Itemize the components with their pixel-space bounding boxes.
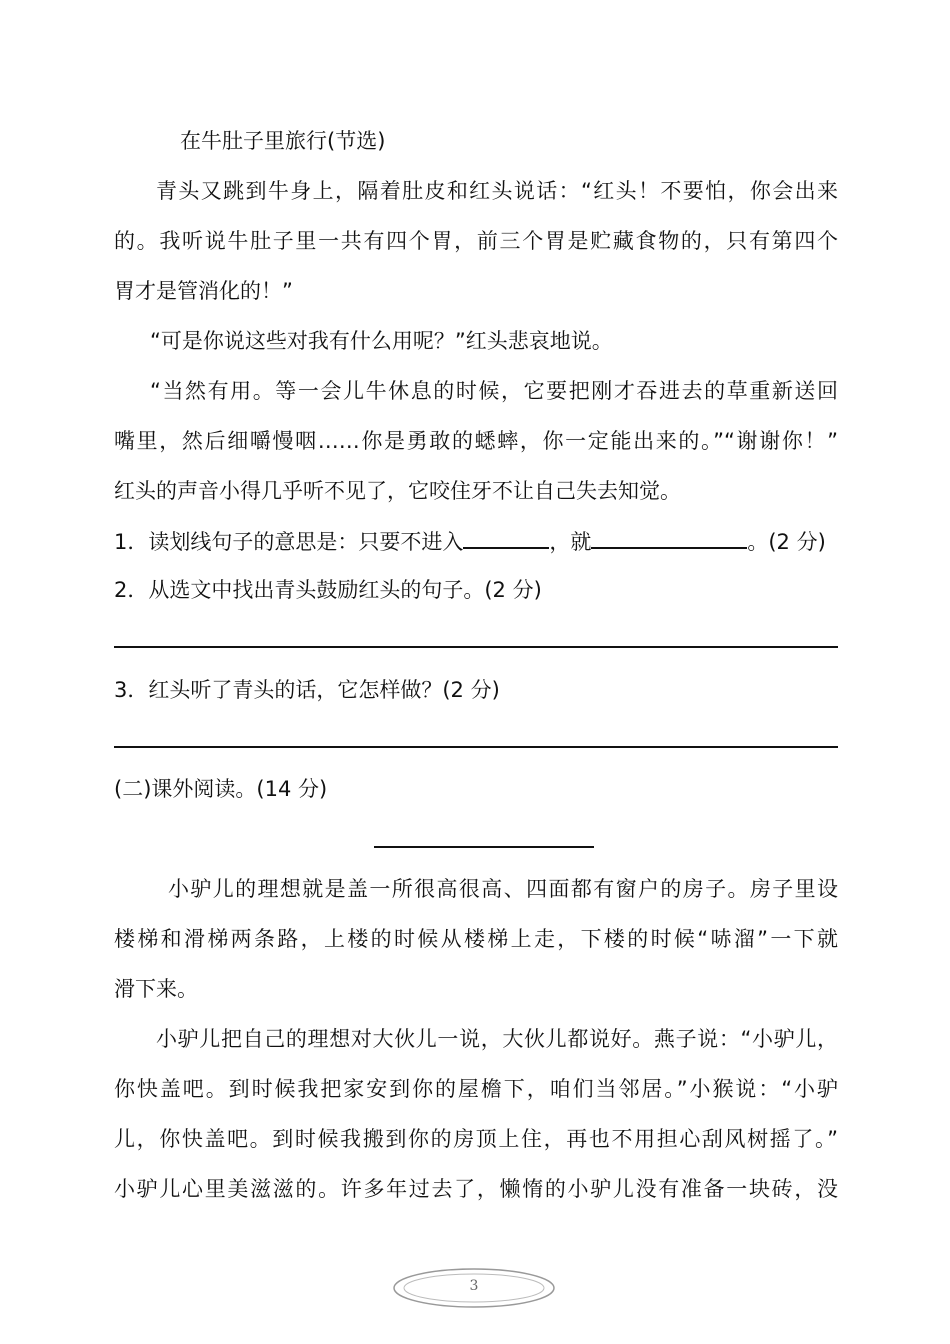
- paragraph-line: 的。我听说牛肚子里一共有四个胃，前三个胃是贮藏食物的，只有第四个: [114, 229, 838, 253]
- paragraph-line: 儿，你快盖吧。到时候我搬到你的房顶上住，再也不用担心刮风树摇了。”: [114, 1127, 838, 1151]
- paragraph-line: 楼梯和滑梯两条路，上楼的时候从楼梯上走，下楼的时候“哧溜”一下就: [114, 927, 838, 951]
- page-footer: [392, 1266, 556, 1310]
- paragraph-line: 红头的声音小得几乎听不见了，它咬住牙不让自己失去知觉。: [114, 479, 681, 503]
- paragraph-line: 滑下来。: [114, 977, 198, 1001]
- question-1-prefix: 1．读划线句子的意思是：只要不进入: [114, 530, 464, 554]
- answer-blank[interactable]: [463, 527, 549, 549]
- page-number: 3: [469, 1278, 479, 1294]
- question-1-suffix: 。(2 分): [747, 530, 826, 554]
- paragraph-line: 小驴儿的理想就是盖一所很高很高、四面都有窗户的房子。房子里设: [168, 877, 838, 901]
- title-blank[interactable]: [374, 846, 594, 848]
- paragraph-line: 小驴儿把自己的理想对大伙儿一说，大伙儿都说好。燕子说：“小驴儿，: [156, 1027, 838, 1051]
- paragraph-line: 小驴儿心里美滋滋的。许多年过去了，懒惰的小驴儿没有准备一块砖，没: [114, 1177, 838, 1201]
- question-3: 3．红头听了青头的话，它怎样做？(2 分): [114, 678, 500, 702]
- answer-blank[interactable]: [591, 527, 747, 549]
- section-heading: (二)课外阅读。(14 分): [114, 777, 328, 801]
- paragraph-line: 青头又跳到牛身上，隔着肚皮和红头说话：“红头！不要怕，你会出来: [156, 179, 838, 203]
- paragraph-line: “当然有用。等一会儿牛休息的时候，它要把刚才吞进去的草重新送回: [150, 379, 838, 403]
- paragraph-line: 胃才是管消化的！”: [114, 279, 293, 303]
- question-2: 2．从选文中找出青头鼓励红头的句子。(2 分): [114, 578, 542, 602]
- answer-line[interactable]: [114, 646, 838, 648]
- passage-title: 在牛肚子里旅行(节选): [180, 129, 386, 153]
- question-1-middle: ，就: [549, 530, 592, 554]
- paragraph-line: 你快盖吧。到时候我把家安到你的屋檐下，咱们当邻居。”小猴说：“小驴: [114, 1077, 838, 1101]
- question-1: [114, 527, 838, 555]
- paragraph-line: 嘴里，然后细嚼慢咽……你是勇敢的蟋蟀，你一定能出来的。”“谢谢你！”: [114, 429, 838, 453]
- answer-line[interactable]: [114, 746, 838, 748]
- paragraph-line: “可是你说这些对我有什么用呢？”红头悲哀地说。: [150, 329, 613, 353]
